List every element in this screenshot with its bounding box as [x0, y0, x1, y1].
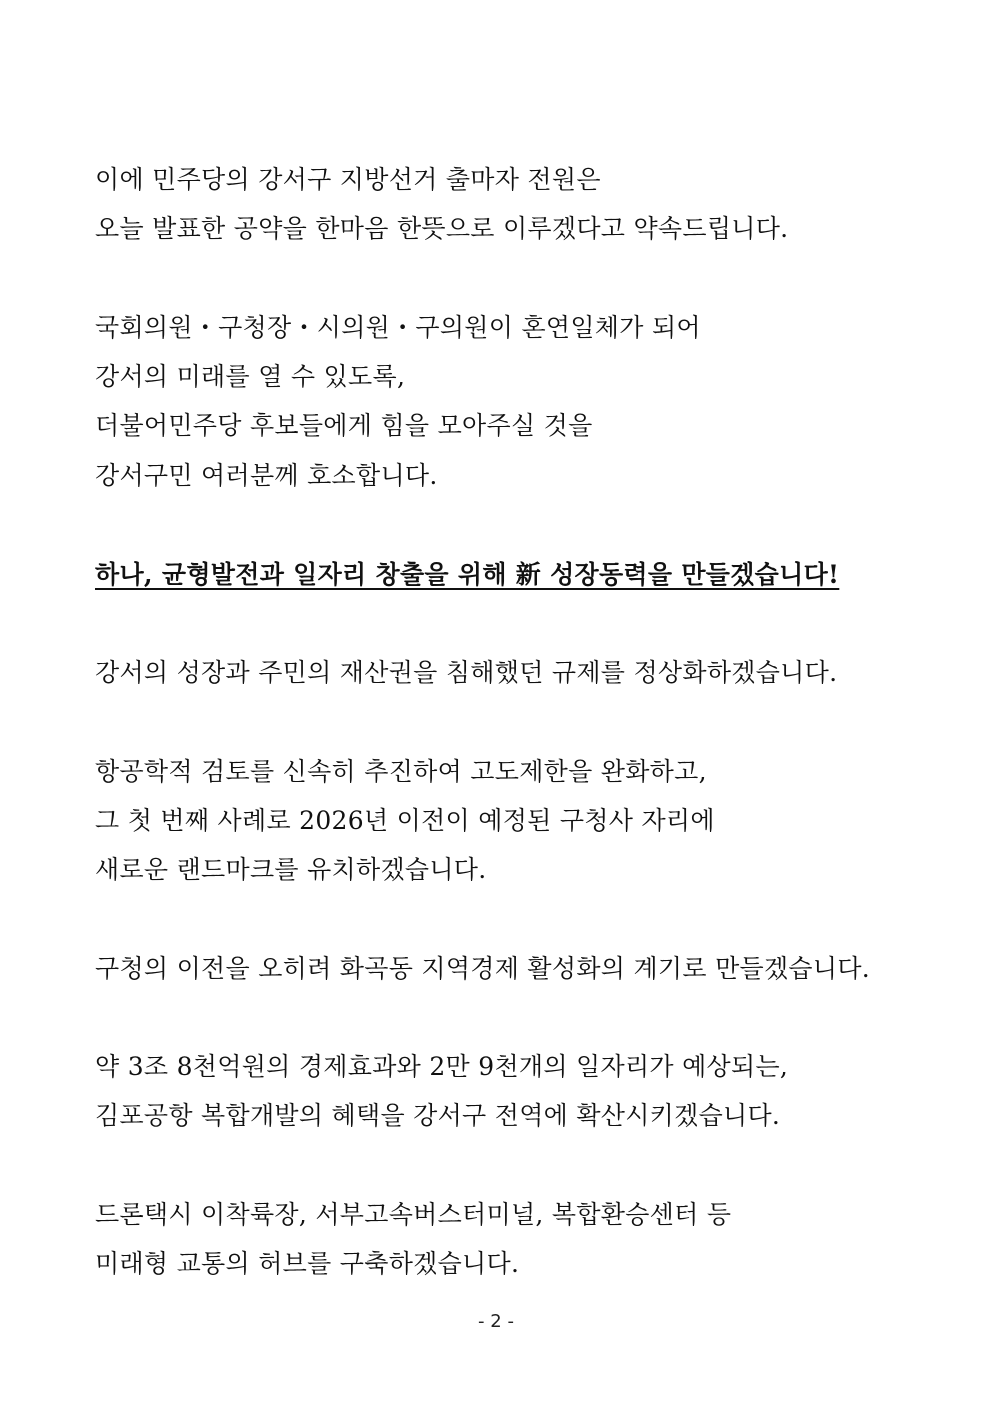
paragraph2-line1: 국회의원・구청장・시의원・구의원이 혼연일체가 되어 — [95, 313, 701, 342]
paragraph4-line3: 새로운 랜드마크를 유치하겠습니다. — [95, 855, 487, 884]
section-heading: 하나, 균형발전과 일자리 창출을 위해 新 성장동력을 만들겠습니다! — [95, 560, 840, 589]
paragraph1-line1: 이에 민주당의 강서구 지방선거 출마자 전원은 — [95, 165, 601, 194]
paragraph1-line2: 오늘 발표한 공약을 한마음 한뜻으로 이루겠다고 약속드립니다. — [95, 214, 789, 243]
page-number: - 2 - — [478, 1311, 514, 1332]
paragraph2-line3: 더불어민주당 후보들에게 힘을 모아주실 것을 — [95, 411, 593, 440]
paragraph6-line1: 약 3조 8천억원의 경제효과와 2만 9천개의 일자리가 예상되는, — [95, 1052, 789, 1081]
paragraph2-line2: 강서의 미래를 열 수 있도록, — [95, 362, 406, 391]
paragraph6-line2: 김포공항 복합개발의 혜택을 강서구 전역에 확산시키겠습니다. — [95, 1101, 781, 1130]
paragraph7-line1: 드론택시 이착륙장, 서부고속버스터미널, 복합환승센터 등 — [95, 1200, 732, 1229]
paragraph4-line1: 항공학적 검토를 신속히 추진하여 고도제한을 완화하고, — [95, 757, 707, 786]
paragraph7-line2: 미래형 교통의 허브를 구축하겠습니다. — [95, 1249, 520, 1278]
paragraph3-line1: 강서의 성장과 주민의 재산권을 침해했던 규제를 정상화하겠습니다. — [95, 658, 838, 687]
paragraph4-line2: 그 첫 번째 사례로 2026년 이전이 예정된 구청사 자리에 — [95, 806, 715, 835]
paragraph2-line4: 강서구민 여러분께 호소합니다. — [95, 461, 438, 490]
paragraph5-line1: 구청의 이전을 오히려 화곡동 지역경제 활성화의 계기로 만들겠습니다. — [95, 954, 871, 983]
